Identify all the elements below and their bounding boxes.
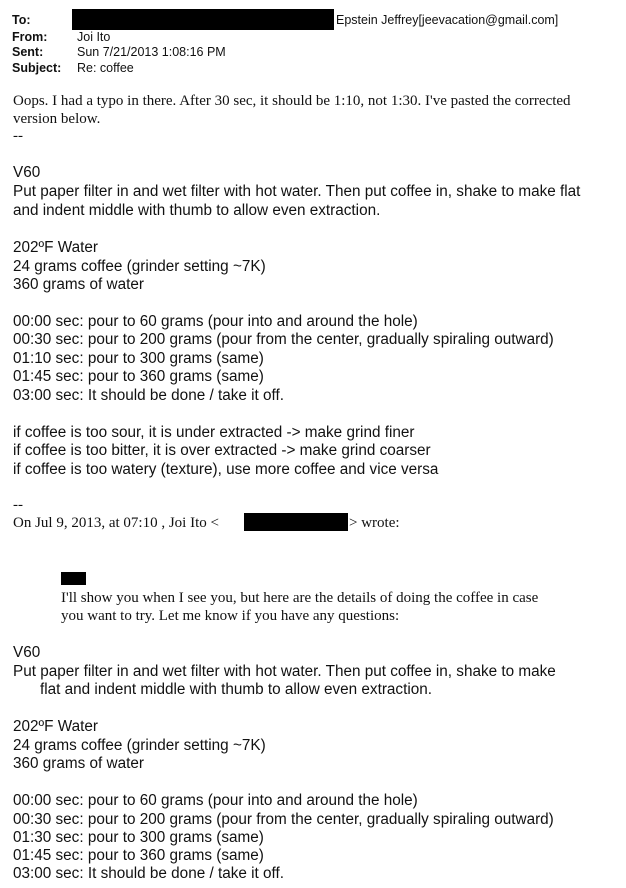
water-temperature: 202ºF Water (13, 239, 98, 256)
pour-step: 00:30 sec: pour to 200 grams (pour from the center, gradually spiraling outward) (13, 331, 554, 348)
water-temperature: 202ºF Water (13, 718, 98, 735)
subject-value: Re: coffee (77, 61, 134, 75)
quoted-line-2: you want to try. Let me know if you have any questions: (61, 608, 400, 624)
recipe-instruction-line-1: Put paper filter in and wet filter with hot water. Then put coffee in, shake to make flat (13, 183, 581, 200)
to-label: To: (12, 13, 31, 27)
quote-intro-suffix: > wrote: (349, 515, 400, 531)
recipe-title: V60 (13, 644, 41, 661)
intro-line-1: Oops. I had a typo in there. After 30 sec, it should be 1:10, not 1:30. I've pasted the corrected (13, 93, 571, 109)
quoted-line-1: I'll show you when I see you, but here are the details of doing the coffee in case (61, 590, 539, 606)
recipe-instruction-line-2: and indent middle with thumb to allow even extraction. (13, 202, 381, 219)
recipe-title: V60 (13, 164, 41, 181)
intro-line-2: version below. (13, 111, 101, 127)
coffee-amount: 24 grams coffee (grinder setting ~7K) (13, 258, 266, 275)
tip-line: if coffee is too bitter, it is over extracted -> make grind coarser (13, 442, 431, 459)
coffee-amount: 24 grams coffee (grinder setting ~7K) (13, 737, 266, 754)
redaction-bar (244, 513, 348, 531)
subject-label: Subject: (12, 61, 62, 75)
sent-label: Sent: (12, 45, 44, 59)
redaction-bar (72, 9, 334, 30)
sent-value: Sun 7/21/2013 1:08:16 PM (77, 45, 226, 59)
pour-step: 03:00 sec: It should be done / take it off. (13, 865, 284, 882)
pour-step: 01:45 sec: pour to 360 grams (same) (13, 847, 264, 864)
pour-step: 00:00 sec: pour to 60 grams (pour into and around the hole) (13, 792, 418, 809)
recipe-instruction-line-1: Put paper filter in and wet filter with hot water. Then put coffee in, shake to make (13, 663, 556, 680)
signature-separator: -- (13, 128, 23, 144)
quote-separator: -- (13, 497, 23, 513)
tip-line: if coffee is too sour, it is under extracted -> make grind finer (13, 424, 415, 441)
pour-step: 00:30 sec: pour to 200 grams (pour from the center, gradually spiraling outward) (13, 811, 554, 828)
water-amount: 360 grams of water (13, 755, 144, 772)
recipe-instruction-line-2: flat and indent middle with thumb to allow even extraction. (40, 681, 432, 698)
pour-step: 03:00 sec: It should be done / take it off. (13, 387, 284, 404)
pour-step: 00:00 sec: pour to 60 grams (pour into and around the hole) (13, 313, 418, 330)
water-amount: 360 grams of water (13, 276, 144, 293)
pour-step: 01:10 sec: pour to 300 grams (same) (13, 350, 264, 367)
from-label: From: (12, 30, 48, 44)
to-value: Epstein Jeffrey[jeevacation@gmail.com] (336, 13, 559, 27)
quote-intro-prefix: On Jul 9, 2013, at 07:10 , Joi Ito < (13, 515, 219, 531)
pour-step: 01:30 sec: pour to 300 grams (same) (13, 829, 264, 846)
from-value: Joi Ito (77, 30, 111, 44)
tip-line: if coffee is too watery (texture), use more coffee and vice versa (13, 461, 439, 478)
pour-step: 01:45 sec: pour to 360 grams (same) (13, 368, 264, 385)
redaction-bar (61, 572, 86, 585)
